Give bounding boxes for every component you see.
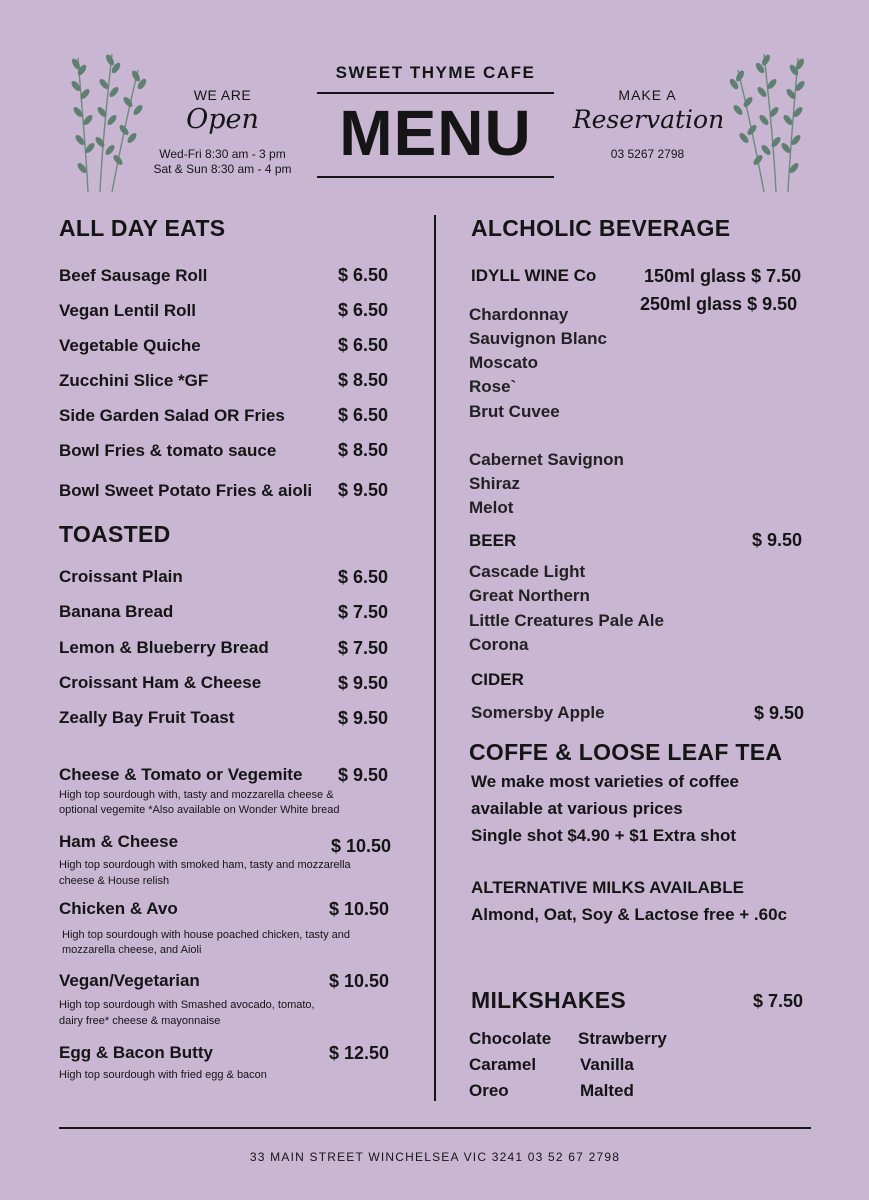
toasted-heading: TOASTED	[59, 521, 171, 547]
reserve-heading: MAKE A	[618, 87, 677, 103]
milks-text: Almond, Oat, Soy & Lactose free + .60c	[471, 905, 788, 924]
hours-weekday: Wed-Fri 8:30 am - 3 pm	[159, 147, 286, 161]
coffee-text: We make most varieties of coffee	[471, 772, 740, 791]
menu-item-price: $ 8.50	[338, 370, 389, 390]
milkshake-flavour: Malted	[580, 1081, 634, 1100]
menu-item-name: Vegan Lentil Roll	[59, 301, 196, 320]
cafe-name: SWEET THYME CAFE	[335, 63, 536, 82]
wine-item: Rose`	[469, 377, 517, 396]
menu-item-name: Bowl Fries & tomato sauce	[59, 441, 277, 460]
sandwich-name: Egg & Bacon Butty	[59, 1043, 213, 1062]
all-day-eats-heading: ALL DAY EATS	[59, 215, 226, 241]
menu-item-name: Zucchini Slice *GF	[59, 371, 209, 390]
sandwich-name: Cheese & Tomato or Vegemite	[59, 765, 303, 784]
sandwich-description: cheese & House relish	[59, 875, 170, 887]
wine-brand: IDYLL WINE Co	[471, 266, 597, 285]
beer-heading: BEER	[469, 531, 517, 550]
wine-item: Moscato	[469, 353, 538, 372]
sandwich-description: optional vegemite *Also available on Wonder White bread	[59, 804, 340, 816]
menu-item-price: $ 8.50	[338, 440, 389, 460]
coffee-text: Single shot $4.90 + $1 Extra shot	[471, 826, 737, 845]
sandwich-description: High top sourdough with fried egg & bacon	[59, 1069, 267, 1081]
sandwich-description: mozzarella cheese, and Aioli	[62, 944, 202, 956]
menu-item-price: $ 9.50	[338, 673, 389, 693]
sandwich-description: dairy free* cheese & mayonnaise	[59, 1015, 221, 1027]
sandwich-name: Ham & Cheese	[59, 832, 179, 851]
wine-item: Melot	[469, 498, 514, 517]
menu-item-price: $ 6.50	[338, 265, 389, 285]
sandwich-name: Vegan/Vegetarian	[59, 971, 200, 990]
cider-price: $ 9.50	[754, 703, 805, 723]
sandwich-price: $ 9.50	[338, 765, 389, 785]
beer-item: Corona	[469, 635, 529, 654]
menu-item-name: Banana Bread	[59, 602, 174, 621]
menu-item-price: $ 7.50	[338, 602, 389, 622]
sandwich-price: $ 10.50	[329, 971, 390, 991]
menu-item-name: Croissant Plain	[59, 567, 183, 586]
menu-item-price: $ 9.50	[338, 708, 389, 728]
menu-item-price: $ 7.50	[338, 638, 389, 658]
title-divider-bottom	[317, 176, 554, 178]
beer-item: Little Creatures Pale Ale	[469, 611, 664, 630]
milkshake-flavour: Chocolate	[469, 1029, 552, 1048]
milkshake-flavour: Vanilla	[580, 1055, 634, 1074]
wine-price-150: 150ml glass $ 7.50	[644, 266, 802, 286]
cider-item: Somersby Apple	[471, 703, 605, 722]
wine-item: Shiraz	[469, 474, 521, 493]
beer-item: Great Northern	[469, 586, 590, 605]
menu-item-name: Lemon & Blueberry Bread	[59, 638, 269, 657]
open-heading: WE ARE	[193, 87, 252, 103]
milkshake-flavour: Oreo	[469, 1081, 509, 1100]
hours-weekend: Sat & Sun 8:30 am - 4 pm	[153, 162, 292, 176]
open-script: Open	[186, 104, 259, 135]
milkshakes-heading: MILKSHAKES	[471, 987, 627, 1013]
menu-item-name: Zeally Bay Fruit Toast	[59, 708, 235, 727]
menu-item-name: Beef Sausage Roll	[59, 266, 208, 285]
reserve-phone: 03 5267 2798	[610, 147, 685, 161]
column-divider	[434, 215, 436, 1101]
wine-price-250: 250ml glass $ 9.50	[640, 294, 798, 314]
wine-item: Cabernet Savignon	[469, 450, 624, 469]
reserve-script: Reservation	[572, 105, 725, 134]
sandwich-price: $ 12.50	[329, 1043, 390, 1063]
menu-item-name: Croissant Ham & Cheese	[59, 673, 262, 692]
menu-item-name: Bowl Sweet Potato Fries & aioli	[59, 481, 313, 500]
menu-item-name: Side Garden Salad OR Fries	[59, 406, 285, 425]
wine-item: Sauvignon Blanc	[469, 329, 607, 348]
footer-divider	[59, 1127, 811, 1129]
sandwich-price: $ 10.50	[331, 836, 392, 856]
sandwich-description: High top sourdough with, tasty and mozzarella cheese &	[59, 789, 334, 801]
wine-item: Brut Cuvee	[469, 402, 560, 421]
milkshake-flavour: Caramel	[469, 1055, 537, 1074]
coffee-text: available at various prices	[471, 799, 683, 818]
sandwich-name: Chicken & Avo	[59, 899, 178, 918]
menu-item-price: $ 9.50	[338, 480, 389, 500]
menu-item-name: Vegetable Quiche	[59, 336, 201, 355]
milkshakes-price: $ 7.50	[753, 991, 804, 1011]
alcohol-heading: ALCHOLIC BEVERAGE	[471, 215, 731, 241]
cider-heading: CIDER	[471, 670, 524, 689]
sandwich-price: $ 10.50	[329, 899, 390, 919]
wine-item: Chardonnay	[469, 305, 569, 324]
thyme-sprig-icon	[68, 50, 148, 195]
menu-item-price: $ 6.50	[338, 567, 389, 587]
sandwich-description: High top sourdough with smoked ham, tasty and mozzarella	[59, 859, 351, 871]
sandwich-description: High top sourdough with Smashed avocado, tomato,	[59, 999, 315, 1011]
beer-price: $ 9.50	[752, 530, 803, 550]
coffee-heading: COFFE & LOOSE LEAF TEA	[469, 739, 783, 765]
footer-address: 33 MAIN STREET WINCHELSEA VIC 3241 03 52 67 2798	[249, 1150, 621, 1164]
thyme-sprig-icon	[728, 50, 808, 195]
menu-item-price: $ 6.50	[338, 300, 389, 320]
sandwich-description: High top sourdough with house poached chicken, tasty and	[62, 929, 351, 941]
milkshake-flavour: Strawberry	[578, 1029, 667, 1048]
menu-item-price: $ 6.50	[338, 335, 389, 355]
milks-heading: ALTERNATIVE MILKS AVAILABLE	[471, 878, 744, 897]
menu-title: MENU	[339, 97, 532, 169]
menu-item-price: $ 6.50	[338, 405, 389, 425]
beer-item: Cascade Light	[469, 562, 586, 581]
